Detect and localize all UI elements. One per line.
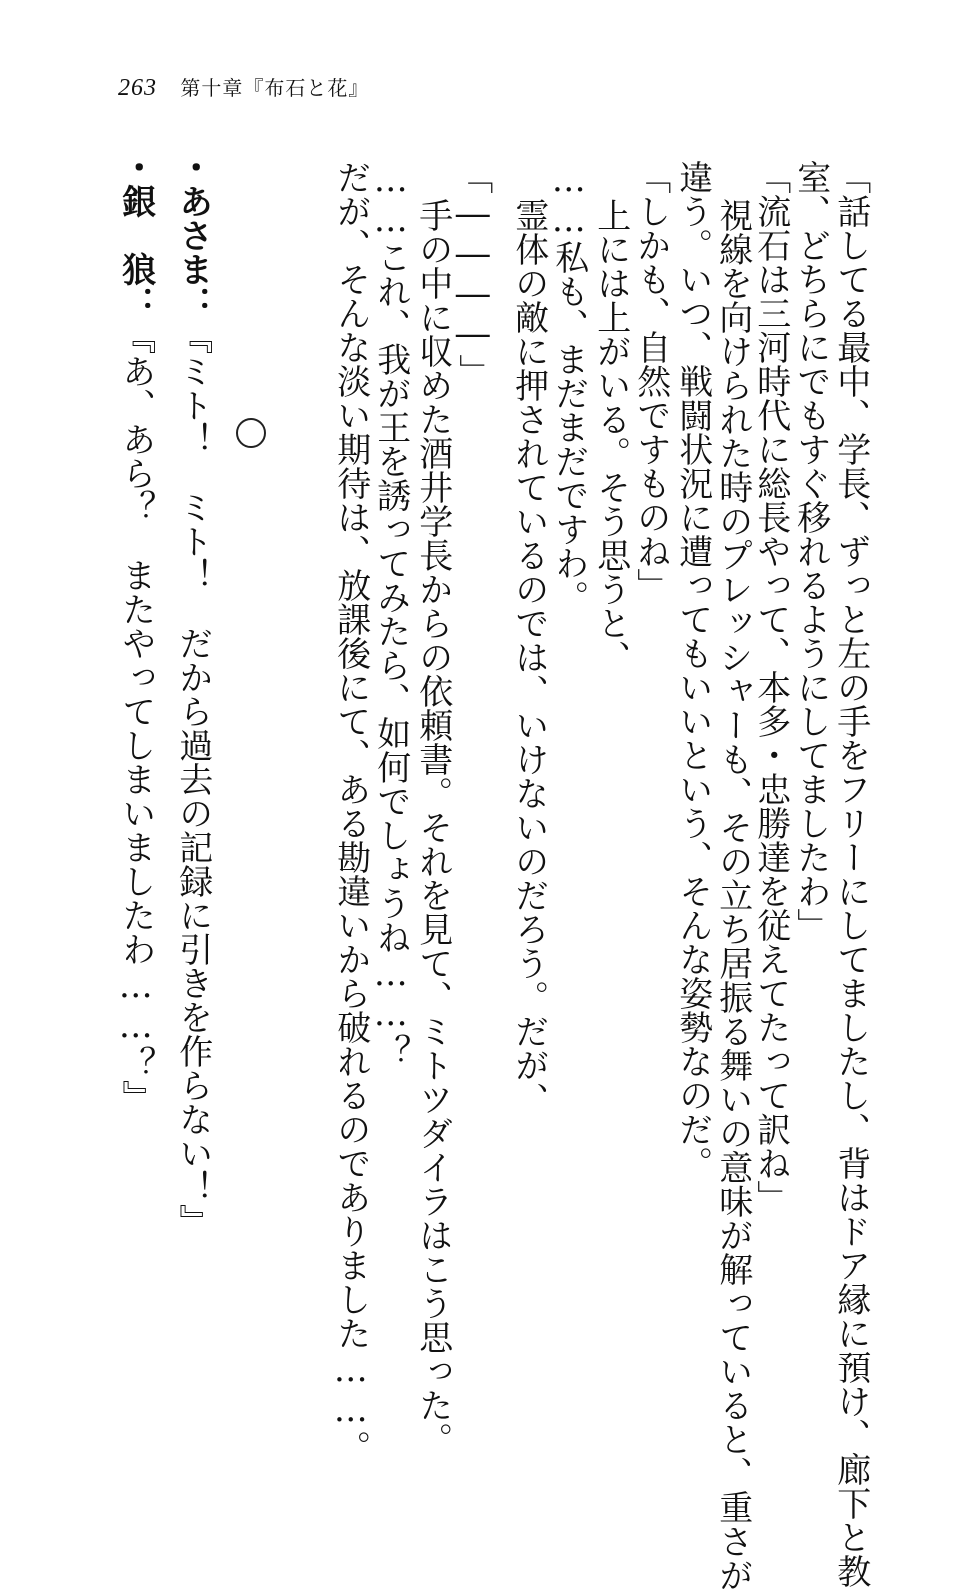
speaker-name: ・あさま： [172,150,213,320]
text-line: 視線を向けられた時のプレッシャーも、その立ち居振る舞いの意味が解っていると、重さが [712,198,753,1592]
text-line: だが、そんな淡い期待は、放課後にて、ある勘違いから破れるのでありました……。 [330,160,371,1464]
text-line: 「しかも、自然ですものね」 [630,160,671,602]
text-line: 「話してる最中、学長、ずっと左の手をフリーにしてましたし、背はドア縁に預け、廊下と教 [830,160,871,1588]
speaker-name: ・銀 狼： [115,150,156,320]
text-line: ……これ、我が王を誘ってみたら、如何でしょうね……？ [370,160,411,1068]
dialogue-line [172,150,213,1238]
running-header [118,72,369,102]
text-line: ……私も、まだまだですわ。 [548,160,589,614]
text-line: 違う。いつ、戦闘状況に遭ってもいいという、そんな姿勢なのだ。 [672,160,713,1180]
dialogue-text: 『ミト！ ミト！ だから過去の記録に引きを作らない！』 [172,320,213,1238]
text-line: 上には上がいる。そう思うと、 [590,198,631,674]
dialogue-text: 『あ、あら？ またやってしまいましたわ……？』 [115,320,156,1114]
scene-break-circle [236,418,266,448]
dialogue-line [115,150,156,1114]
text-line: 「流石は三河時代に総長やって、本多・忠勝達を従えてたって訳ね」 [750,160,791,1214]
text-line: 室、どちらにでもすぐ移れるようにしてましたわ」 [790,160,831,942]
text-line: 霊体の敵に押されているのでは、いけないのだろう。だが、 [508,198,549,1116]
page-number: 263 [118,75,157,101]
chapter-title: 第十章『布石と花』 [180,76,370,100]
text-line: 手の中に収めた酒井学長からの依頼書。それを見て、ミトツダイラはこう思った。 [412,198,453,1456]
text-line: 「――――」 [452,160,493,388]
